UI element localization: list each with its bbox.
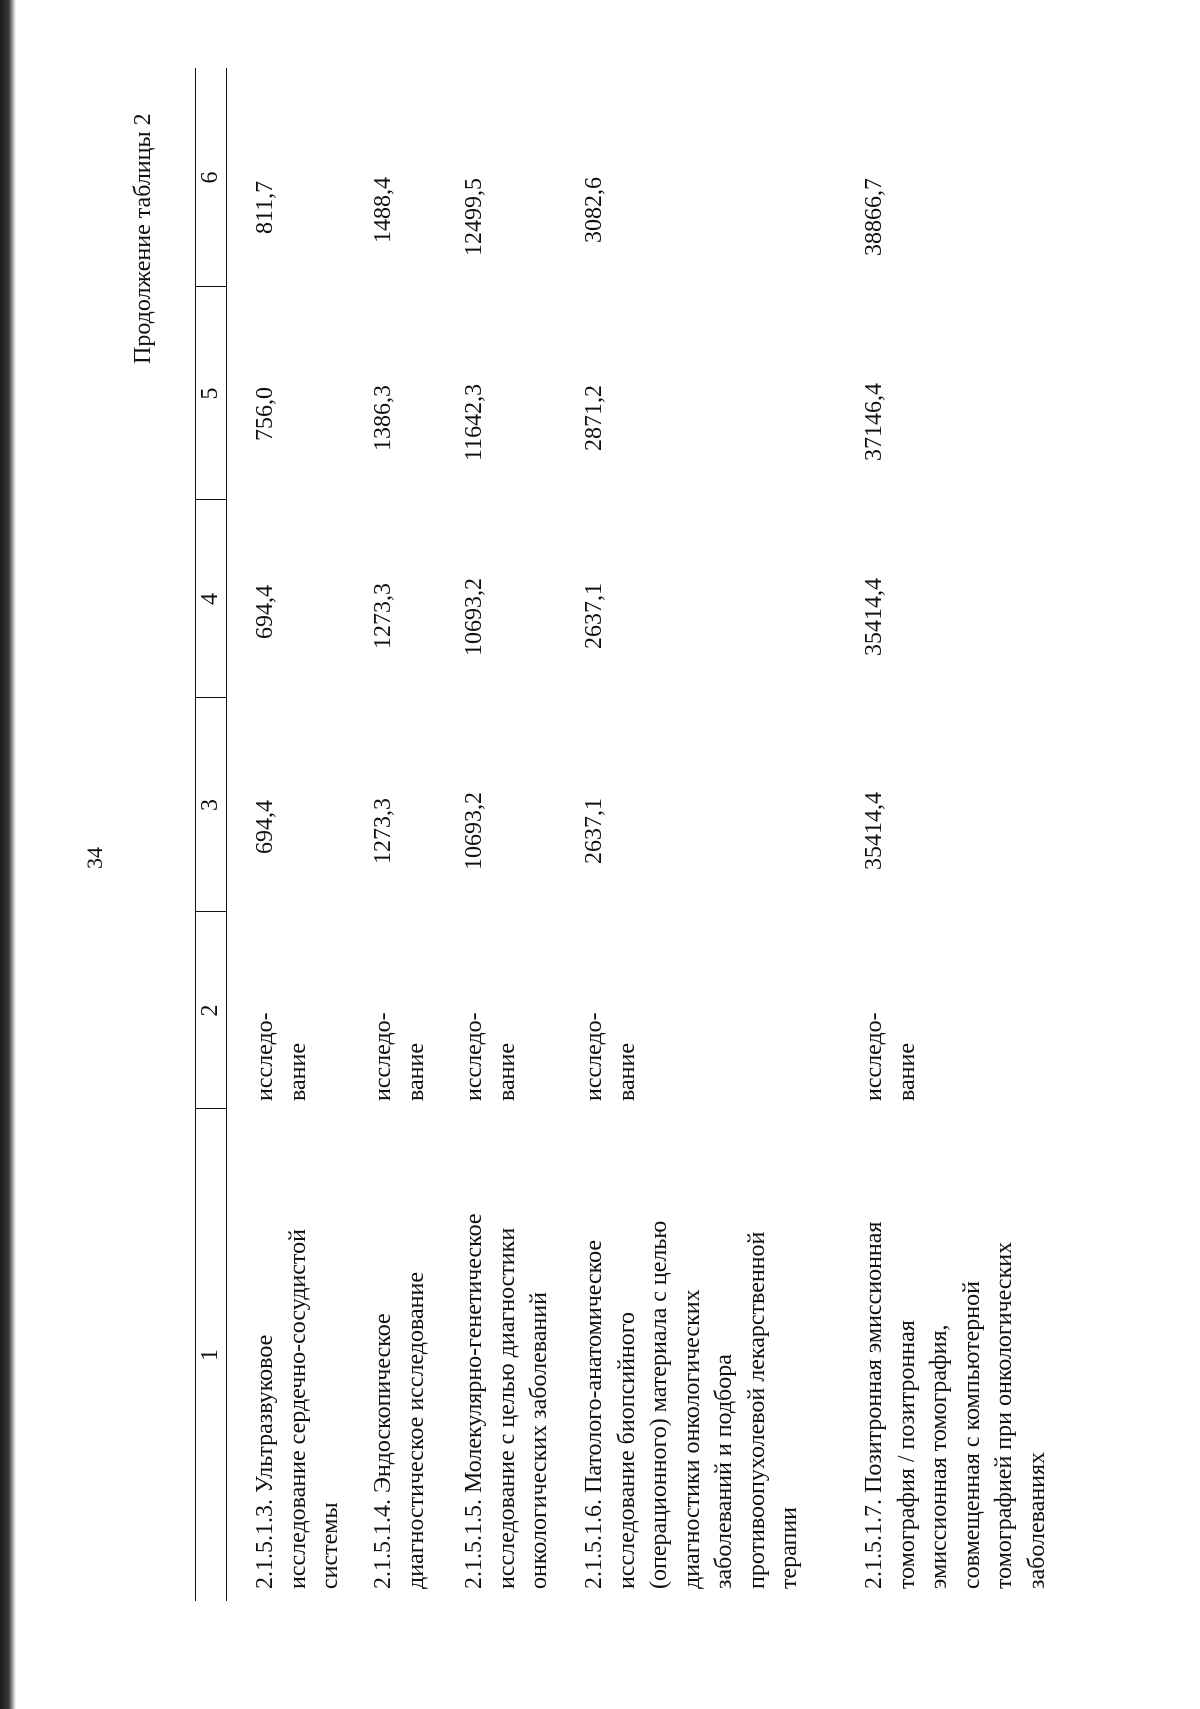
row-5-service-name: [858, 1222, 1053, 1589]
text-line: 2.1.5.1.3. Ультразвуковое: [252, 1334, 278, 1589]
table-caption: Продолжение таблицы 2: [130, 113, 156, 364]
text-line: вание: [402, 1042, 429, 1101]
text-line: исследо-: [370, 1012, 396, 1101]
text-line: заболеваниях: [1023, 1451, 1050, 1589]
text-line: противоопухолевой лекарственной: [743, 1231, 770, 1589]
row-1-service-name: [249, 1229, 347, 1589]
text-line: 2.1.5.1.5. Молекулярно-генетическое: [461, 1213, 487, 1589]
text-line: исследо-: [861, 1012, 887, 1101]
text-line: вание: [613, 1042, 640, 1101]
row-1-value-col3: 694,4: [252, 800, 278, 854]
text-line: исследо-: [252, 1012, 278, 1101]
text-line: онкологических заболеваний: [526, 1292, 552, 1589]
row-1-unit: [249, 1012, 314, 1101]
table-header-border: [226, 68, 227, 1601]
row-3-value-col5: 11642,3: [461, 383, 487, 461]
row-2-unit: [367, 1012, 432, 1101]
text-line: 2.1.5.1.6. Патолого-анатомическое: [581, 1239, 607, 1589]
column-number-1: 1: [197, 1349, 223, 1361]
text-line: исследование сердечно-сосудистой: [284, 1229, 311, 1589]
column-number-3: 3: [197, 799, 223, 811]
row-5-value-col4: 35414,4: [861, 578, 887, 656]
text-line: системы: [317, 1502, 343, 1589]
row-3-value-col4: 10693,2: [461, 578, 487, 656]
row-5-value-col5: 37146,4: [861, 383, 887, 461]
text-line: исследование с целью диагностики: [493, 1227, 520, 1589]
text-line: 2.1.5.1.7. Позитронная эмиссионная: [861, 1221, 887, 1589]
row-2-service-name: [367, 1272, 432, 1589]
column-number-4: 4: [197, 593, 223, 605]
column-number-5: 5: [197, 387, 223, 400]
row-3-value-col3: 10693,2: [461, 792, 487, 870]
text-line: эмиссионная томография,: [926, 1324, 952, 1589]
row-5-unit: [858, 1012, 923, 1101]
text-line: совмещенная с компьютерной: [958, 1281, 985, 1589]
text-line: диагностики онкологических: [678, 1289, 705, 1589]
text-line: томография / позитронная: [893, 1320, 920, 1589]
row-4-value-col3: 2637,1: [581, 798, 607, 864]
row-1-value-col6: 811,7: [252, 180, 278, 234]
row-2-value-col4: 1273,3: [370, 583, 396, 649]
table-top-border: [195, 68, 196, 1601]
row-2-value-col6: 1488,4: [370, 177, 396, 243]
page-number: 34: [82, 847, 107, 869]
text-line: 2.1.5.1.4. Эндоскопическое: [370, 1313, 396, 1589]
row-3-service-name: [458, 1213, 556, 1589]
row-1-value-col5: 756,0: [252, 387, 278, 441]
text-line: исследо-: [461, 1012, 487, 1101]
row-4-value-col6: 3082,6: [581, 177, 607, 243]
row-5-value-col6: 38866,7: [861, 178, 887, 256]
text-line: томографией при онкологических: [991, 1241, 1017, 1589]
column-number-2: 2: [197, 1004, 223, 1017]
column-number-6: 6: [197, 171, 223, 184]
text-line: терапии: [776, 1506, 802, 1589]
text-line: вание: [493, 1042, 520, 1101]
row-2-value-col5: 1386,3: [370, 385, 396, 451]
row-4-service-name: [578, 1221, 806, 1589]
text-line: диагностическое исследование: [402, 1271, 429, 1589]
row-1-value-col4: 694,4: [252, 585, 278, 639]
text-line: (операционного) материала с целью: [646, 1220, 672, 1589]
row-3-value-col6: 12499,5: [461, 178, 487, 256]
row-4-value-col5: 2871,2: [581, 385, 607, 451]
row-4-value-col4: 2637,1: [581, 583, 607, 649]
text-line: заболеваний и подбора: [711, 1354, 737, 1589]
row-5-value-col3: 35414,4: [861, 792, 887, 870]
text-line: вание: [284, 1042, 311, 1101]
text-line: вание: [893, 1042, 920, 1101]
row-3-unit: [458, 1012, 523, 1101]
text-line: исследование биопсийного: [613, 1311, 640, 1589]
row-4-unit: [578, 1012, 643, 1101]
row-2-value-col3: 1273,3: [370, 798, 396, 864]
text-line: исследо-: [581, 1012, 607, 1101]
